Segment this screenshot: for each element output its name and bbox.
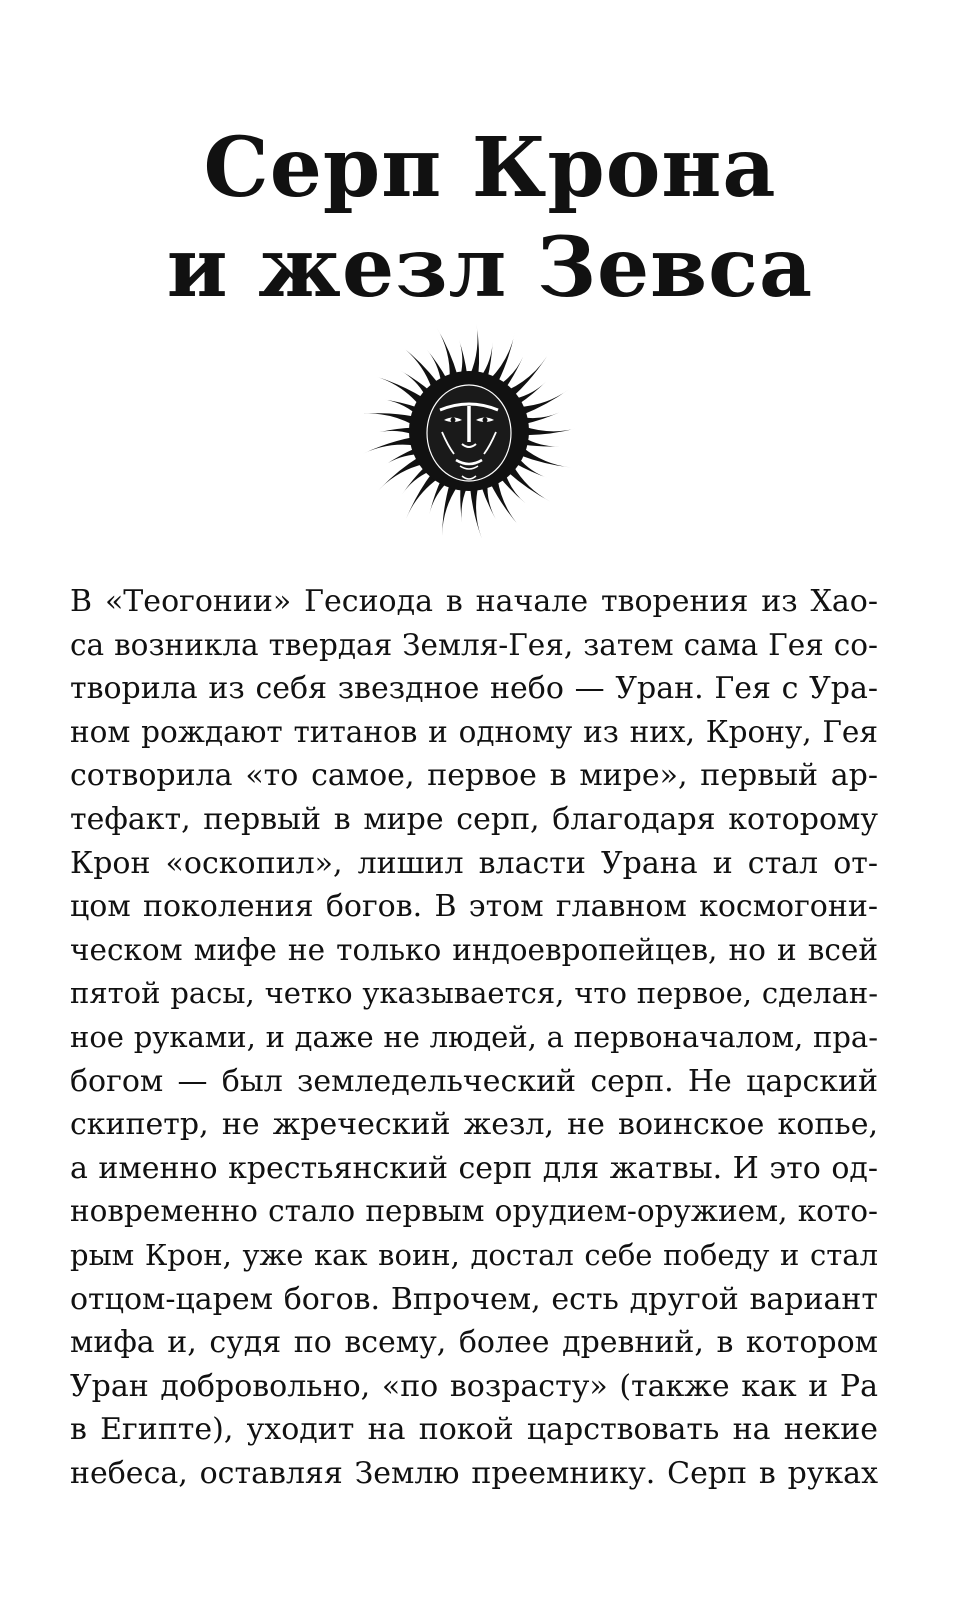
chapter-title-line-2: и жезл Зевса — [166, 220, 814, 316]
sun-ray — [406, 473, 439, 519]
body-text-line: небеса, оставляя Землю преемнику. Серп в руках — [70, 1455, 878, 1491]
sun-face-icon — [358, 320, 580, 542]
sun-ray — [379, 457, 424, 490]
body-text-line: отцом-царем богов. Впрочем, есть другой вариант — [70, 1281, 878, 1317]
sun-ray — [442, 484, 458, 536]
body-text-line: тефакт, первый в мире серп, благодаря которому — [70, 801, 878, 837]
body-text-line: В «Теогонии» Гесиода в начале творения из Хао- — [70, 584, 878, 619]
body-text-line: скипетр, не жреческий жезл, не воинское копье, — [70, 1107, 878, 1143]
body-text-line: ное руками, и даже не людей, а первоначалом, пра- — [70, 1019, 878, 1054]
sun-ray — [507, 466, 550, 502]
sun-ray — [470, 323, 479, 376]
body-text-line: новременно стало первым орудием-оружием, кото- — [70, 1194, 878, 1229]
chapter-title — [0, 118, 980, 318]
body-text-line: ческом мифе не только индоевропейцев, но и всей — [70, 932, 878, 967]
sun-ray — [523, 438, 559, 446]
body-text-line: ном рождают титанов и одному из них, Крону, Гея — [70, 714, 878, 749]
sun-ray — [520, 390, 569, 415]
sun-ray — [525, 427, 577, 435]
sun-ray — [377, 428, 413, 435]
body-text-line: мифа и, судя по всему, более древний, в котором — [70, 1325, 878, 1361]
chapter-title-line-1: Серп Крона — [203, 120, 777, 216]
body-text-line: богом — был земледельческий серп. Не царский — [70, 1063, 878, 1099]
body-text-line: са возникла твердая Земля-Гея, затем сама Гея со- — [70, 627, 878, 662]
sun-ray — [490, 479, 519, 526]
body-text-line: рым Крон, уже как воин, достал себе победу и стал — [70, 1237, 878, 1272]
body-text-line: Уран добровольно, «по возрасту» (также как и Ра — [70, 1368, 878, 1404]
body-text-line: а именно крестьянский серп для жатвы. И это од- — [70, 1150, 878, 1186]
body-text-line: цом поколения богов. В этом главном космогони- — [70, 889, 878, 925]
body-text-line: сотворила «то самое, первое в мире», первый ар- — [70, 758, 878, 794]
sun-ray — [363, 437, 415, 453]
sun-ray — [520, 447, 571, 467]
body-text-line: Крон «оскопил», лишил власти Урана и стал от- — [70, 845, 878, 881]
body-text-line: творила из себя звездное небо — Уран. Гея с Ура- — [70, 671, 878, 707]
body-text-line: пятой расы, четко указывается, что первое, сделан- — [70, 976, 878, 1011]
body-text-line: в Египте), уходит на покой царствовать на некие — [70, 1412, 878, 1448]
sun-ray — [459, 340, 467, 376]
sun-ray — [507, 356, 547, 396]
sun-ray — [402, 347, 439, 390]
sun-ray — [523, 413, 559, 425]
sun-ray — [470, 486, 482, 538]
body-text — [70, 580, 878, 1495]
sun-ray — [460, 486, 467, 522]
sun-ray — [362, 413, 415, 425]
